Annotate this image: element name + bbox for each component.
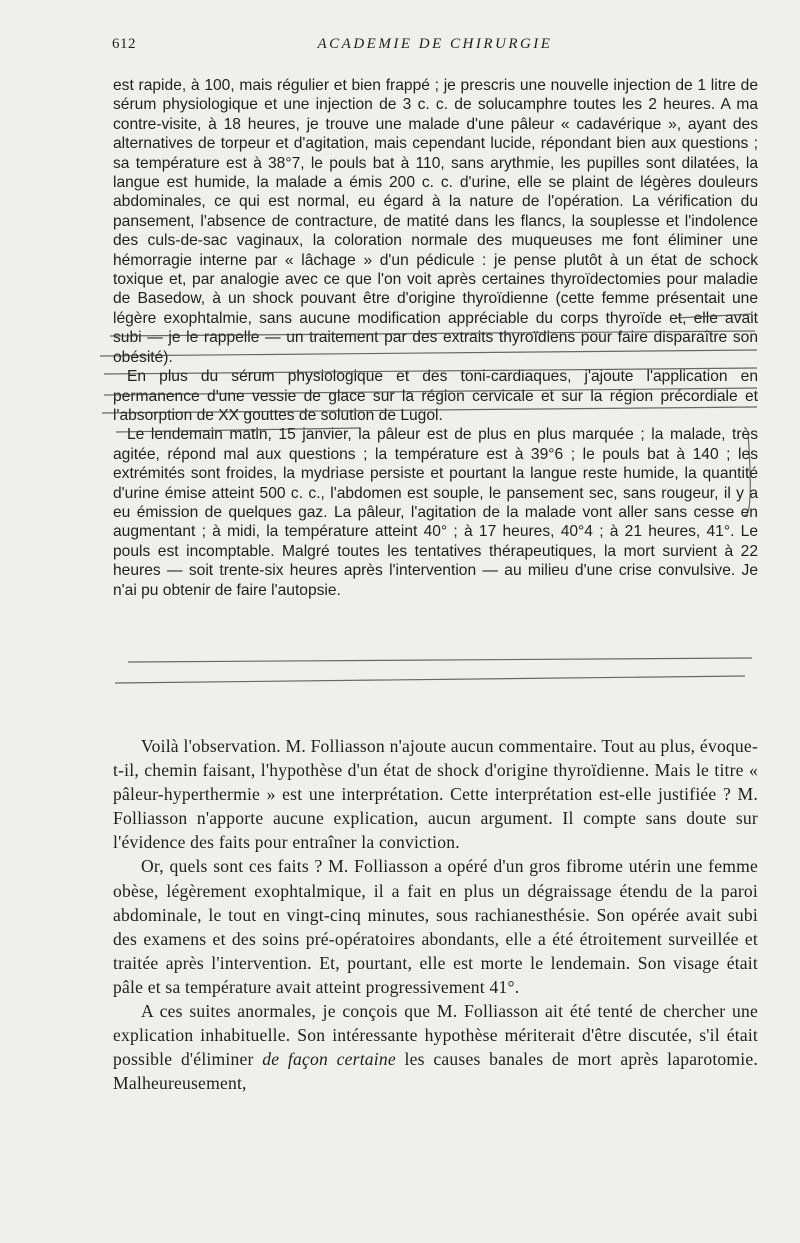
observation-paragraph: est rapide, à 100, mais régulier et bien frappé ; je prescris une nouvelle injection de 1 litre de sérum physiologique et une injection de 3 c. c. de solucamphre toutes les 2 heures. A ma contre-visite, à 18 heures, je trouve une malade d'une pâleur « cadavérique », ayant des alternatives de torpeur et d'agitation, mais cependant lucide, répondant bien aux questions ; sa température est à 38°7, le pouls bat à 110, sans arythmie, les pupilles sont dilatées, la langue est humide, la malade a émis 200 c. c. d'urine, elle se plaint de légères douleurs abdominales, ce qui est normal, eu égard à la nature de l'opération. La vérification du pansement, l'absence de contracture, de matité dans les flancs, la souplesse et l'indolence des culs-de-sac vaginaux, la coloration normale des muqueuses me font éliminer une hémorragie interne par « lâchage » d'un pédicule : je pense plutôt à un état de schock toxique et, par analogie avec ce que l'on voit après certaines thyroïdectomies pour maladie de Basedow, à un shock pouvant être d'origine thyroïdienne (cette femme présentait une légère exophtalmie, sans aucune modification appréciable du corps thyroïde et, elle avait subi — je le rappelle — un traitement par des extraits thyroïdiens pour faire disparaître son obésité). [113,77,758,366]
observation-text [113,76,758,600]
commentary-text-run: les causes banales de mort après laparotomie. Malheureusement, [113,1049,758,1094]
commentary-text [113,734,758,1095]
italic-emphasis: de façon certaine [262,1049,396,1070]
commentary-paragraph [113,999,758,1095]
underline-mark [115,676,745,683]
page-header [112,36,758,60]
commentary-paragraph: Or, quels sont ces faits ? M. Folliasson a opéré d'un gros fibrome utérin une femme obèse, légèrement exophtalmique, il a fait en plus un dégraissage étendu de la paroi abdominale, le tout en vingt-cinq minutes, sous rachianesthésie. Son opérée avait subi des examens et des soins pré-opératoires abondants, elle a été étroitement surveillée et traitée après l'intervention. Et, pourtant, elle est morte le lendemain. Son visage était pâle et sa température avait atteint progressivement 41°. [113,856,758,997]
commentary-paragraph: Voilà l'observation. M. Folliasson n'ajoute aucun commentaire. Tout au plus, évoque-t-il, chemin faisant, l'hypothèse d'un état de shock d'origine thyroïdienne. Mais le titre « pâleur-hyperthermie » est une interprétation. Cette interprétation est-elle justifiée ? M. Folliasson n'apporte aucune explication, aucun argument. Il compte sans doute sur l'évidence des faits pour entraîner la conviction. [113,736,758,853]
observation-paragraph: Le lendemain matin, 15 janvier, la pâleur est de plus en plus marquée ; la malade, très agitée, répond mal aux questions ; la température est à 39°6 ; le pouls bat à 140 ; les extrémités sont froides, la mydriase persiste et pourtant la langue reste humide, la quantité d'urine émise atteint 500 c. c., l'abdomen est souple, le pansement sec, sans rougeur, il y a eu émission de quelques gaz. La pâleur, l'agitation de la malade vont aller sans cesse en augmentant ; à midi, la température atteint 40° ; à 17 heures, 40°4 ; à 21 heures, 41°. Le pouls est incomptable. Malgré toutes les tentatives thérapeutiques, la mort survient à 22 heures — soit trente-six heures après l'intervention — au milieu d'une crise convulsive. Je n'ai pu obtenir de faire l'autopsie. [113,426,758,599]
underline-mark [128,658,752,662]
page-number: 612 [112,36,136,52]
observation-paragraph: En plus du sérum physiologique et des toni-cardiaques, j'ajoute l'application en permanence d'une vessie de glace sur la région cervicale et sur la région précordiale et l'absorption de XX gouttes de solution de Lugol. [113,368,758,424]
commentary-text-run: A ces suites anormales, je conçois que M. Folliasson ait été tenté de chercher une explication inhabituelle. Son intéressante hypothèse mériterait d'être discutée, s'il était possible d'éliminer [113,1001,758,1070]
running-head: ACADEMIE DE CHIRURGIE [317,36,553,52]
